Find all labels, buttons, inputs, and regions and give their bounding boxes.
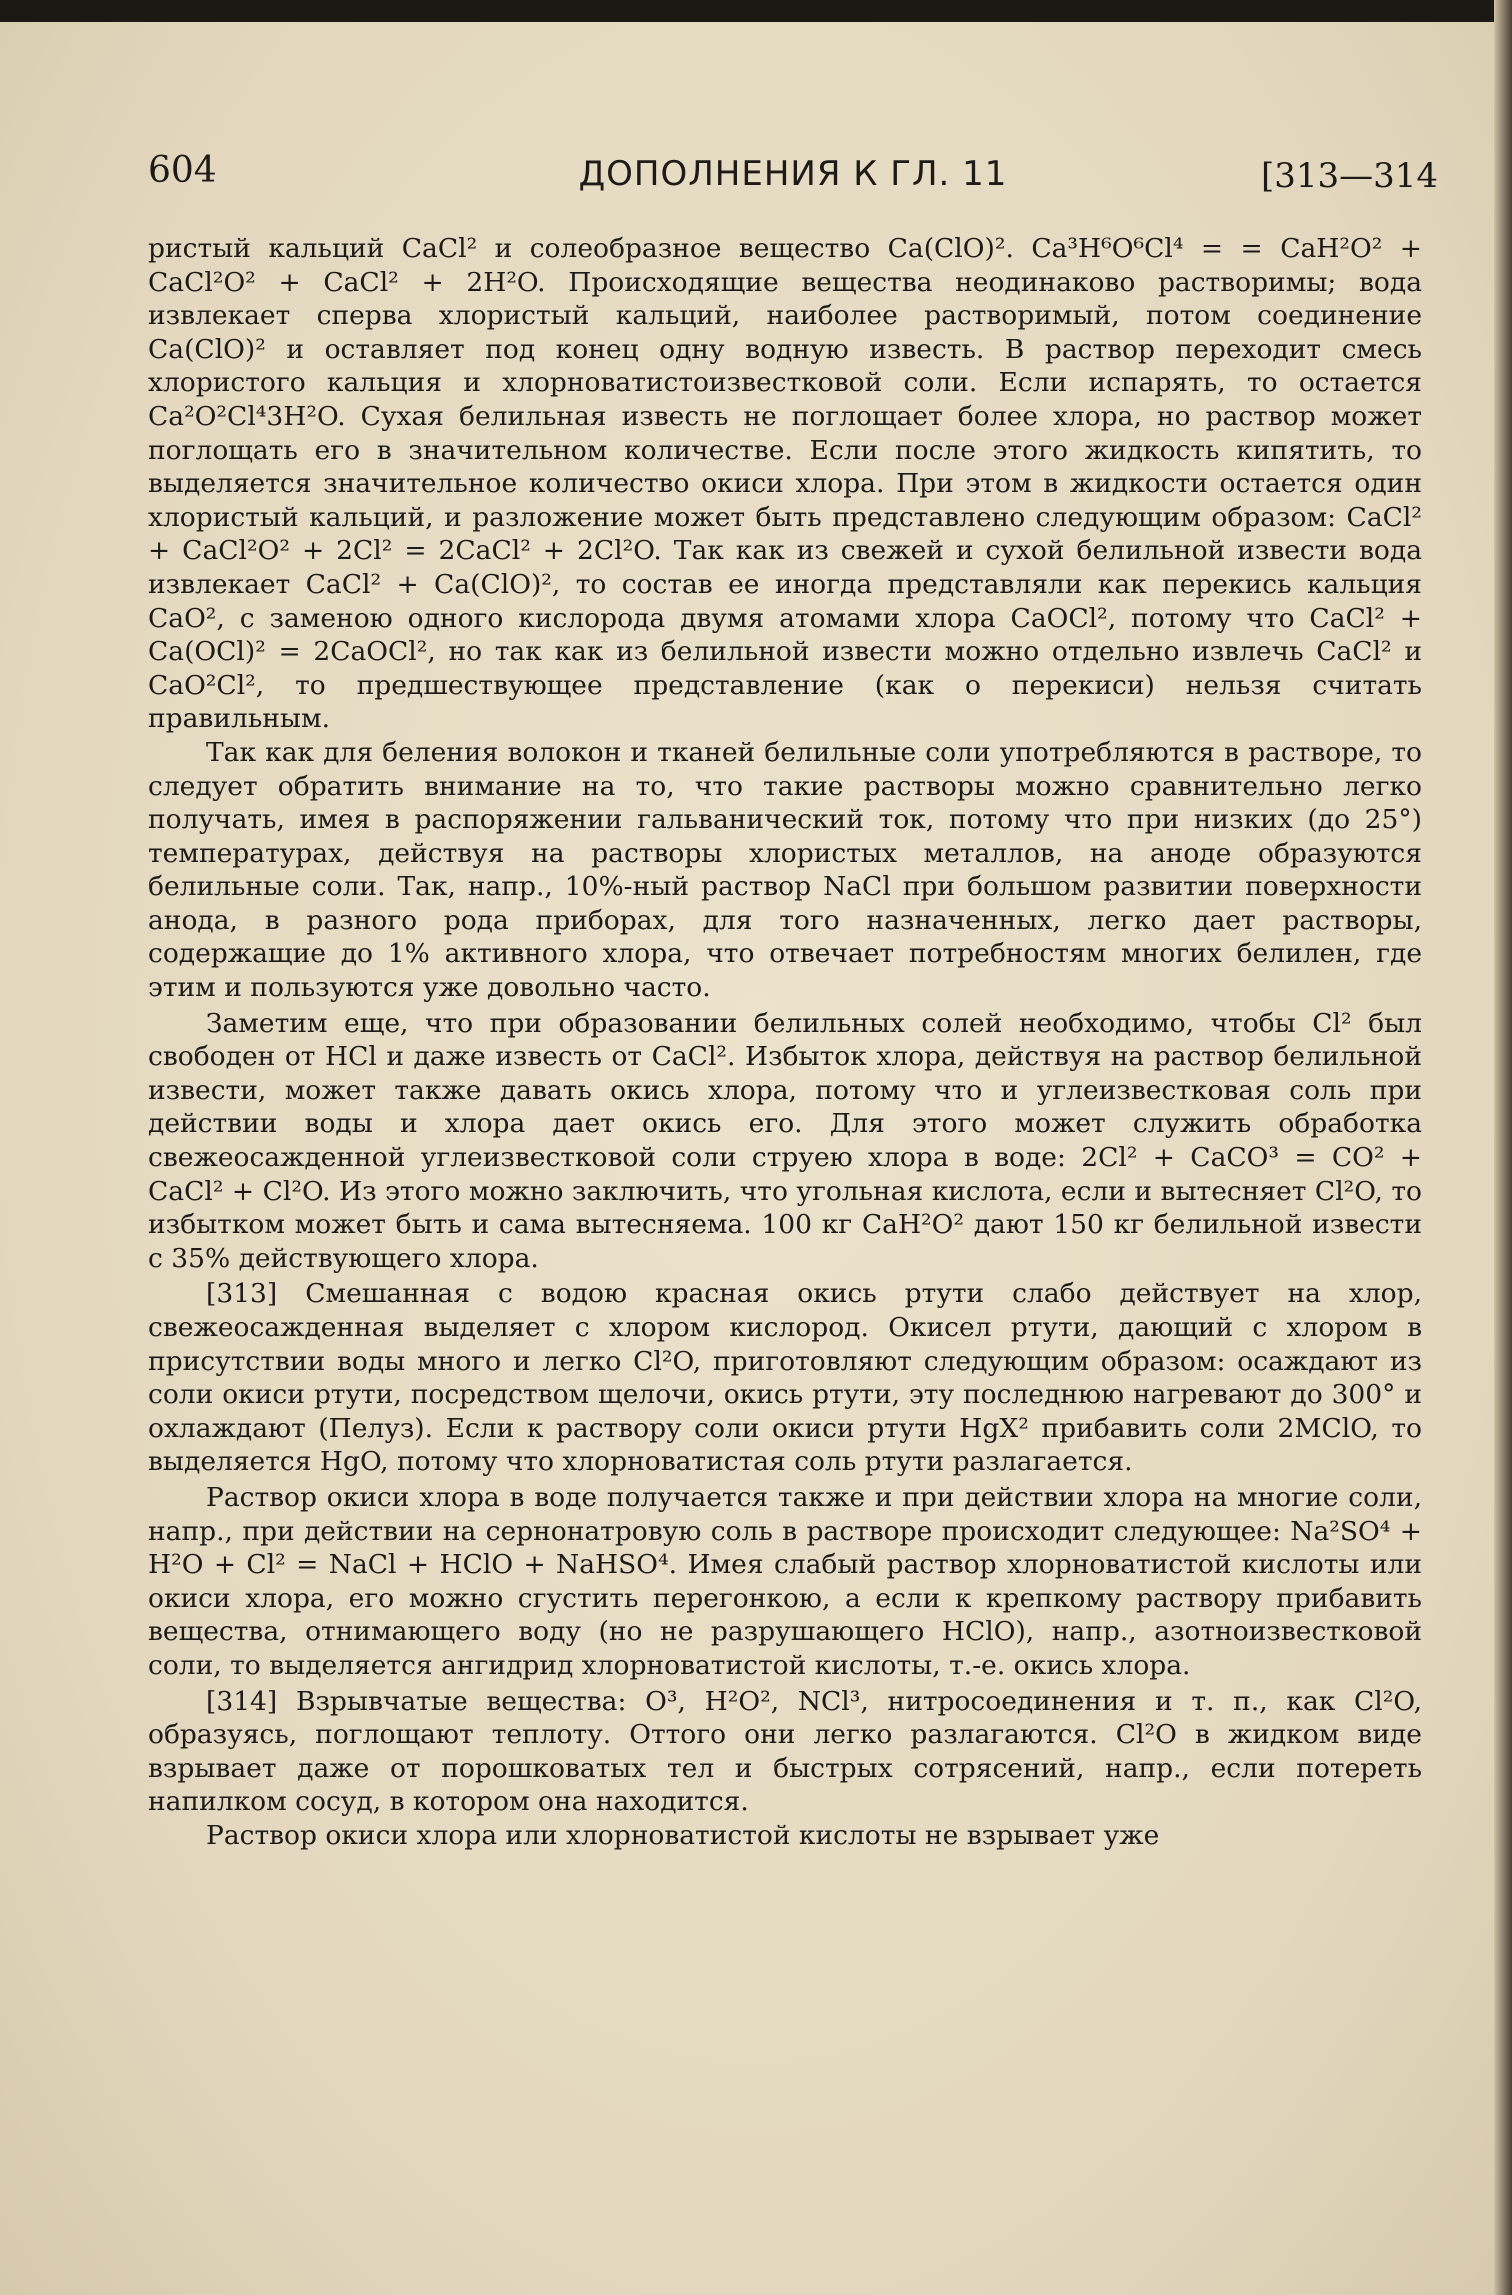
paragraph-continued: ристый кальций CaCl² и солеобразное вещество Ca(ClO)². Ca³H⁶O⁶Cl⁴ = = CaH²O² + CaCl²O² + CaCl² + 2H²O. Происходящие вещества неодинаково растворимы; вода извлекает сперва хлористый кальций, наиболее растворимый, потом соединение Ca(ClO)² и оставляет под конец одну водную известь. В раствор переходит смесь хлористого кальция и хлорноватистоизвестковой соли. Если испарять, то остается Ca²O²Cl⁴3H²O. Сухая белильная известь не поглощает более хлора, но раствор может поглощать его в значительном количестве. Если после этого жидкость кипятить, то выделяется значительное количество окиси хлора. При этом в жидкости остается один хлористый кальций, и разложение может быть представлено следующим образом: CaCl² + CaCl²O² + 2Cl² = 2CaCl² + 2Cl²O. Так как из свежей и сухой белильной извести вода извлекает CaCl² + Ca(ClO)², то состав ее иногда представляли как перекись кальция CaO², с заменою одного кислорода двумя атомами хлора CaOCl², потому что CaCl² + Ca(OCl)² = 2CaOCl², но так как из белильной извести можно отдельно извлечь CaCl² и CaO²Cl², то предшествующее представление (как о перекиси) нельзя считать правильным. <box>148 233 1422 735</box>
paragraph-chlorine-oxide-solution: Раствор окиси хлора в воде получается также и при действии хлора на многие соли, напр., при действии на сернонатровую соль в растворе происходит следующее: Na²SO⁴ + H²O + Cl² = NaCl + HClO + NaHSO⁴. Имея слабый раствор хлорноватистой кислоты или окиси хлора, его можно сгустить перегонкою, а если к крепкому раствору прибавить вещества, отнимающего воду (но не разрушающего HClO), напр., азотноизвестковой соли, то выделяется ангидрид хлорноватистой кислоты, т.-е. окись хлора. <box>148 1481 1422 1681</box>
paragraph-bleaching-electrolysis: Так как для беления волокон и тканей белильные соли употребляются в растворе, то следует обратить внимание на то, что такие растворы можно сравнительно легко получать, имея в распоряжении гальванический ток, потому что при низких (до 25°) температурах, действуя на растворы хлористых металлов, на аноде образуются белильные соли. Так, напр., 10%-ный раствор NaCl при большом развитии поверхности анода, в разного рода приборах, для того назначенных, легко дает растворы, содержащие до 1% активного хлора, что отвечает потребностям многих белилен, где этим и пользуются уже довольно часто. <box>148 736 1422 1004</box>
running-title: ДОПОЛНЕНИЯ К ГЛ. 11 <box>578 154 1008 194</box>
paragraph-note-313: [313] Смешанная с водою красная окись ртути слабо действует на хлор, свежеосажденная выделяет с хлором кислород. Окисел ртути, дающий с хлором в присутствии воды много и легко Cl²O, приготовляют следующим образом: осаждают из соли окиси ртути, посредством щелочи, окись ртути, эту последнюю нагревают до 300° и охлаждают (Пелуз). Если к раствору соли окиси ртути HgX² прибавить соли 2MClO, то выделяется HgO, потому что хлорноватистая соль ртути разлагается. <box>148 1278 1422 1478</box>
body-text <box>148 232 1422 1853</box>
paragraph-bleaching-salts-note: Заметим еще, что при образовании белильных солей необходимо, чтобы Cl² был свободен от HCl и даже известь от CaCl². Избыток хлора, действуя на раствор белильной извести, может также давать окись хлора, потому что и углеизвестковая соль при действии воды и хлора дает окись его. Для этого может служить обработка свежеосажденной углеизвестковой соли струею хлора в воде: 2Cl² + CaCO³ = CO² + CaCl² + Cl²O. Из этого можно заключить, что угольная кислота, если и вытесняет Cl²O, то избытком может быть и сама вытесняема. 100 кг CaH²O² дают 150 кг белильной извести с 35% действующего хлора. <box>148 1007 1422 1274</box>
paragraph-note-314: [314] Взрывчатые вещества: O³, H²O², NCl³, нитросоединения и т. п., как Cl²O, образуясь, поглощают теплоту. Оттого они легко разлагаются. Cl²O в жидком виде взрывает даже от порошковатых тел и быстрых сотрясений, напр., если потереть напилком сосуд, в котором она находится. <box>148 1685 1422 1818</box>
page-number: 604 <box>148 150 217 191</box>
scan-edge-top <box>0 0 1512 22</box>
section-range: [313—314 <box>1260 156 1438 196</box>
page-header <box>148 150 1438 210</box>
paragraph-last-line: Раствор окиси хлора или хлорноватистой кислоты не взрывает уже <box>206 1819 1160 1851</box>
scan-edge-right <box>1494 0 1512 2295</box>
